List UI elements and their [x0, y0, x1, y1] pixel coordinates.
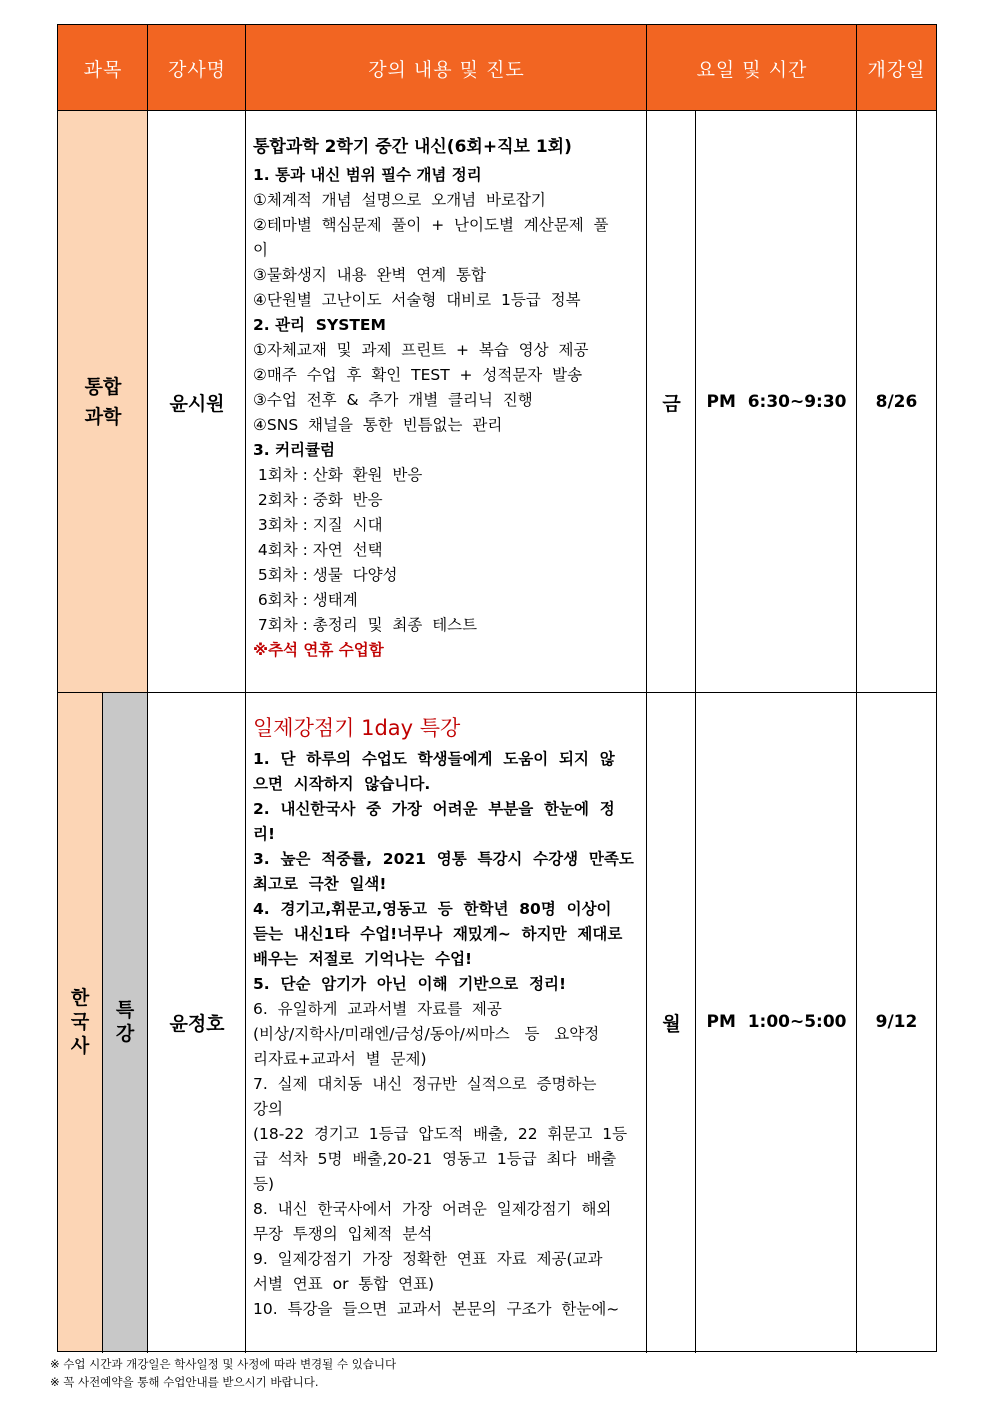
header-start-date: 개강일: [857, 25, 936, 111]
schedule-table: [57, 24, 937, 1352]
grid-line: [245, 25, 246, 1353]
content-line: 강의: [253, 1100, 283, 1118]
content-line: 이: [253, 241, 268, 259]
content-lines: [253, 747, 641, 1322]
course-content: [246, 693, 647, 1351]
start-date: 8/26: [875, 392, 918, 412]
content-line: 9. 일제강점기 가장 정확한 연표 자료 제공(교과: [253, 1250, 603, 1268]
content-line: ①체계적 개념 설명으로 오개념 바로잡기: [253, 191, 546, 209]
content-line: 1. 단 하루의 수업도 학생들에게 도움이 되지 않: [253, 750, 615, 768]
grid-line: [646, 25, 647, 1353]
subject-vertical: 한국사: [70, 987, 90, 1057]
grid-line: [58, 692, 936, 693]
content-line: 3. 높은 적중률, 2021 영통 특강시 수강생 만족도: [253, 850, 634, 868]
content-line: 2회차 : 중화 반응: [253, 491, 383, 509]
content-line: 2. 관리 SYSTEM: [253, 316, 386, 334]
holiday-note: ※추석 연휴 수업함: [253, 641, 384, 659]
course-content: [246, 111, 647, 693]
header-schedule: 요일 및 시간: [647, 25, 857, 111]
course-title: 일제강점기 1day 특강: [253, 716, 461, 740]
grid-line: [147, 693, 148, 1353]
teacher-name: 윤정호: [169, 1012, 225, 1035]
content-line: (비상/지학사/미래엔/금성/동아/씨마스 등 요약정: [253, 1025, 600, 1043]
day-of-week: 월: [662, 1012, 681, 1035]
content-lines: [253, 163, 641, 638]
content-line: 1회차 : 산화 환원 반응: [253, 466, 423, 484]
content-line: 4. 경기고,휘문고,영동고 등 한학년 80명 이상이: [253, 900, 612, 918]
content-line: 7회차 : 총정리 및 최종 테스트: [253, 616, 478, 634]
content-line: 배우는 저절로 기억나는 수업!: [253, 950, 473, 968]
teacher-name: 윤시원: [169, 392, 225, 415]
content-line: 등): [253, 1175, 275, 1193]
content-line: 6. 유일하게 교과서별 자료를 제공: [253, 1000, 502, 1018]
content-line: 4회차 : 자연 선택: [253, 541, 383, 559]
content-line: 듣는 내신1타 수업!너무나 재밌게~ 하지만 제대로: [253, 925, 623, 943]
grid-line: [102, 693, 103, 1353]
special-tag-cell: [102, 693, 148, 1351]
special-tag: 특강: [115, 999, 135, 1045]
grid-line: [695, 111, 696, 1353]
content-line: 6회차 : 생태계: [253, 591, 358, 609]
content-line: 8. 내신 한국사에서 가장 어려운 일제강점기 해외: [253, 1200, 612, 1218]
grid-line: [856, 25, 857, 1353]
content-line: ②테마별 핵심문제 풀이 + 난이도별 계산문제 풀: [253, 216, 609, 234]
content-line: (18-22 경기고 1등급 압도적 배출, 22 휘문고 1등: [253, 1125, 628, 1143]
content-line: 리!: [253, 825, 276, 843]
content-line: ②매주 수업 후 확인 TEST + 성적문자 발송: [253, 366, 583, 384]
class-time: PM 1:00~5:00: [706, 1012, 847, 1032]
subject-cell: [58, 111, 148, 693]
content-line: 리자료+교과서 별 문제): [253, 1050, 427, 1068]
header-subject: 과목: [58, 25, 148, 111]
content-line: 3회차 : 지질 시대: [253, 516, 383, 534]
grid-line: [147, 25, 148, 693]
content-line: 7. 실제 대치동 내신 정규반 실적으로 증명하는: [253, 1075, 597, 1093]
header-content: 강의 내용 및 진도: [246, 25, 647, 111]
start-date: 9/12: [875, 1012, 918, 1032]
content-line: 10. 특강을 들으면 교과서 본문의 구조가 한눈에~: [253, 1300, 620, 1318]
content-line: 3. 커리큘럼: [253, 441, 335, 459]
content-line: 으면 시작하지 않습니다.: [253, 775, 431, 793]
footnote: ※ 꼭 사전예약을 통해 수업안내를 받으시기 바랍니다.: [50, 1375, 319, 1389]
content-line: 급 석차 5명 배출,20-21 영동고 1등급 최다 배출: [253, 1150, 617, 1168]
course-title: 통합과학 2학기 중간 내신(6회+직보 1회): [253, 137, 572, 157]
content-line: ③물화생지 내용 완벽 연계 통합: [253, 266, 486, 284]
footnote: ※ 수업 시간과 개강일은 학사일정 및 사정에 따라 변경될 수 있습니다: [50, 1357, 397, 1371]
grid-line: [58, 110, 936, 111]
content-line: 5회차 : 생물 다양성: [253, 566, 398, 584]
header-teacher: 강사명: [148, 25, 246, 111]
class-time: PM 6:30~9:30: [706, 392, 847, 412]
day-of-week: 금: [662, 392, 681, 415]
content-line: ③수업 전후 & 추가 개별 클리닉 진행: [253, 391, 533, 409]
content-line: 5. 단순 암기가 아닌 이해 기반으로 정리!: [253, 975, 567, 993]
content-line: 1. 통과 내신 범위 필수 개념 정리: [253, 166, 482, 184]
content-line: ④SNS 채널을 통한 빈틈없는 관리: [253, 416, 503, 434]
footnotes: [50, 1355, 396, 1391]
subject-line: 과학: [84, 406, 122, 428]
content-line: 최고로 극찬 일색!: [253, 875, 387, 893]
subject-cell: [58, 693, 102, 1351]
content-line: ④단원별 고난이도 서술형 대비로 1등급 정복: [253, 291, 581, 309]
content-line: ①자체교재 및 과제 프린트 + 복습 영상 제공: [253, 341, 589, 359]
content-line: 서별 연표 or 통합 연표): [253, 1275, 435, 1293]
content-line: 2. 내신한국사 중 가장 어려운 부분을 한눈에 정: [253, 800, 615, 818]
subject-line: 통합: [84, 376, 122, 398]
content-line: 무장 투쟁의 입체적 분석: [253, 1225, 433, 1243]
